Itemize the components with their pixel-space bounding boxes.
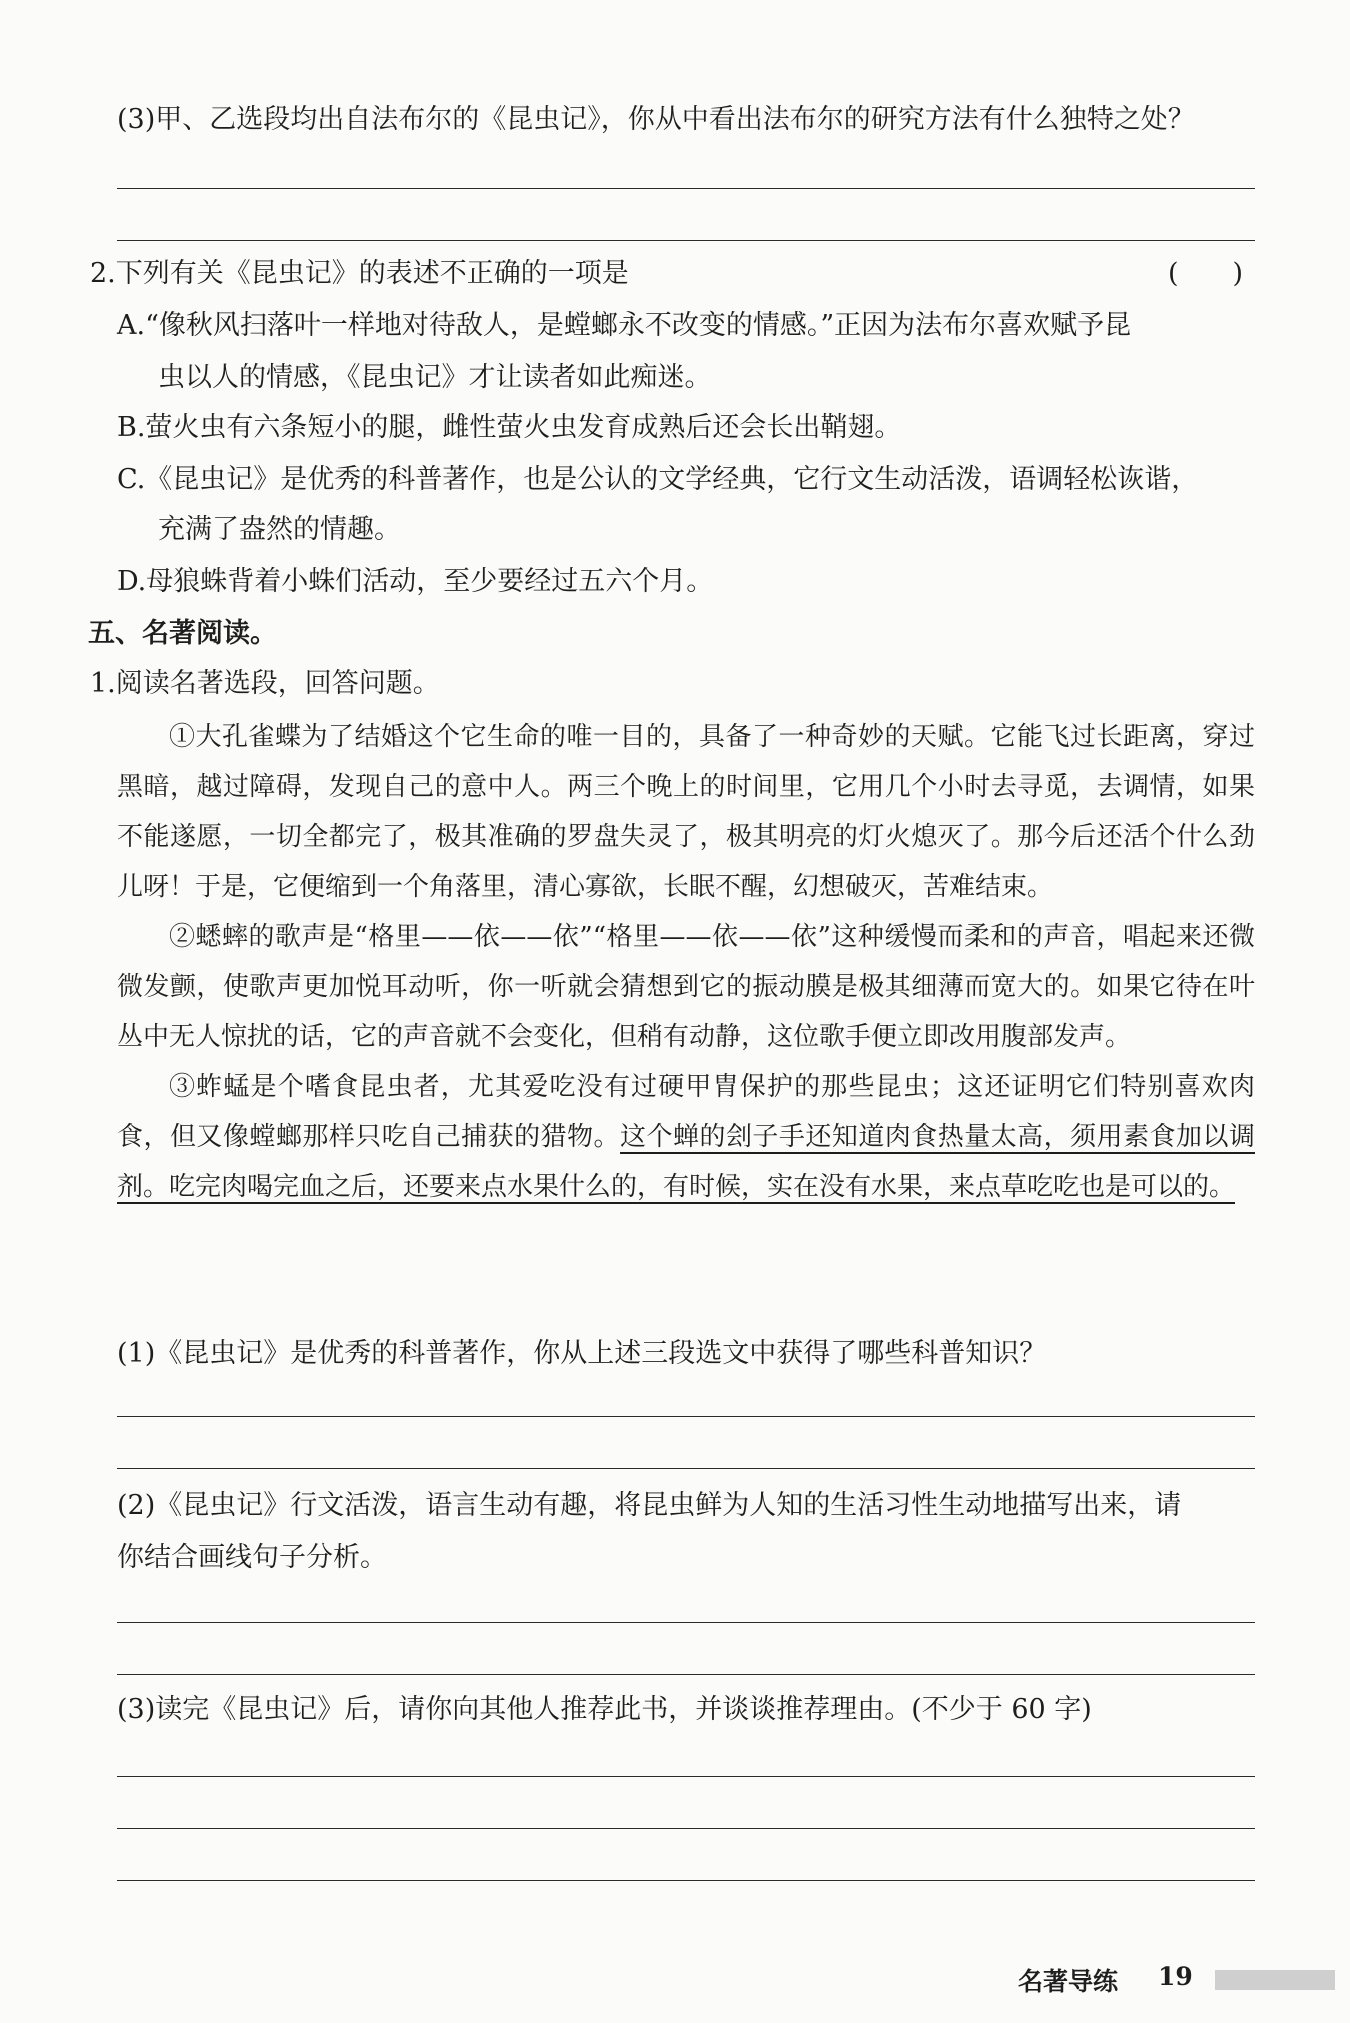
footer-decoration-bar — [1215, 1970, 1335, 1990]
page-number: 19 — [1158, 1962, 1193, 1991]
answer-line[interactable] — [117, 1828, 1255, 1829]
question-2-stem: 2.下列有关《昆虫记》的表述不正确的一项是 — [90, 258, 629, 289]
answer-line[interactable] — [117, 1416, 1255, 1417]
option-c-line2: 充满了盎然的情趣。 — [158, 514, 401, 545]
answer-line[interactable] — [117, 1468, 1255, 1469]
answer-line[interactable] — [117, 1674, 1255, 1675]
answer-line[interactable] — [117, 1776, 1255, 1777]
sub-question-2-line2: 你结合画线句子分析。 — [117, 1542, 387, 1573]
question-prev-3: (3)甲、乙选段均出自法布尔的《昆虫记》，你从中看出法布尔的研究方法有什么独特之处？ — [117, 104, 1195, 135]
footer-label: 名著导练 — [1018, 1967, 1119, 1996]
option-b: B.萤火虫有六条短小的腿，雌性萤火虫发育成熟后还会长出鞘翅。 — [117, 412, 902, 443]
option-a-line1: A.“像秋风扫落叶一样地对待敌人，是螳螂永不改变的情感。”正因为法布尔喜欢赋予昆 — [117, 310, 1132, 341]
sub-question-2-line1: (2)《昆虫记》行文活泼，语言生动有趣，将昆虫鲜为人知的生活习性生动地描写出来，请 — [117, 1490, 1182, 1521]
passage-paragraph-2: ②蟋蟀的歌声是“格里——依——依”“格里——依——依”这种缓慢而柔和的声音，唱起来还微微发颤，使歌声更加悦耳动听，你一听就会猜想到它的振动膜是极其细薄而宽大的。如果它待在叶丛中无人惊扰的话，它的声音就不会变化，但稍有动静，这位歌手便立即改用腹部发声。 — [117, 922, 1255, 1052]
answer-line[interactable] — [117, 188, 1255, 189]
section-title: 五、名著阅读。 — [88, 618, 277, 649]
sub-question-3: (3)读完《昆虫记》后，请你向其他人推荐此书，并谈谈推荐理由。(不少于 60 字) — [117, 1694, 1092, 1725]
underlined-sentence: 这个蝉的刽子手还知道肉食热量太高，须用素食加以调剂。吃完肉喝完血之后，还要来点水果什么的，有时候，实在没有水果，来点草吃吃也是可以的。 — [117, 1122, 1255, 1202]
question-1-stem: 1.阅读名著选段，回答问题。 — [90, 668, 440, 699]
passage-paragraph-3-plain: ③蚱蜢是个嗜食昆虫者，尤其爱吃没有过硬甲胄保护的那些昆虫；这还证明它们特别喜欢肉食，但又像螳螂那样只吃自己捕获的猎物。 — [117, 1072, 1255, 1152]
answer-line[interactable] — [117, 1880, 1255, 1881]
option-a-line2: 虫以人的情感，《昆虫记》才让读者如此痴迷。 — [158, 362, 712, 393]
option-d: D.母狼蛛背着小蛛们活动，至少要经过五六个月。 — [117, 566, 714, 597]
option-c-line1: C.《昆虫记》是优秀的科普著作，也是公认的文学经典，它行文生动活泼，语调轻松诙谐， — [117, 464, 1199, 495]
answer-line[interactable] — [117, 1622, 1255, 1623]
reading-passage — [117, 712, 1255, 1212]
passage-paragraph-1: ①大孔雀蝶为了结婚这个它生命的唯一目的，具备了一种奇妙的天赋。它能飞过长距离，穿过黑暗，越过障碍，发现自己的意中人。两三个晚上的时间里，它用几个小时去寻觅，去调情，如果不能遂愿，一切全都完了，极其准确的罗盘失灵了，极其明亮的灯火熄灭了。那今后还活个什么劲儿呀！于是，它便缩到一个角落里，清心寡欲，长眠不醒，幻想破灭，苦难结束。 — [117, 722, 1255, 902]
sub-question-1: (1)《昆虫记》是优秀的科普著作，你从上述三段选文中获得了哪些科普知识？ — [117, 1338, 1047, 1369]
passage-paragraph-3 — [117, 1062, 1255, 1212]
answer-line[interactable] — [117, 240, 1255, 241]
answer-bracket[interactable]: ( ) — [1168, 258, 1244, 289]
